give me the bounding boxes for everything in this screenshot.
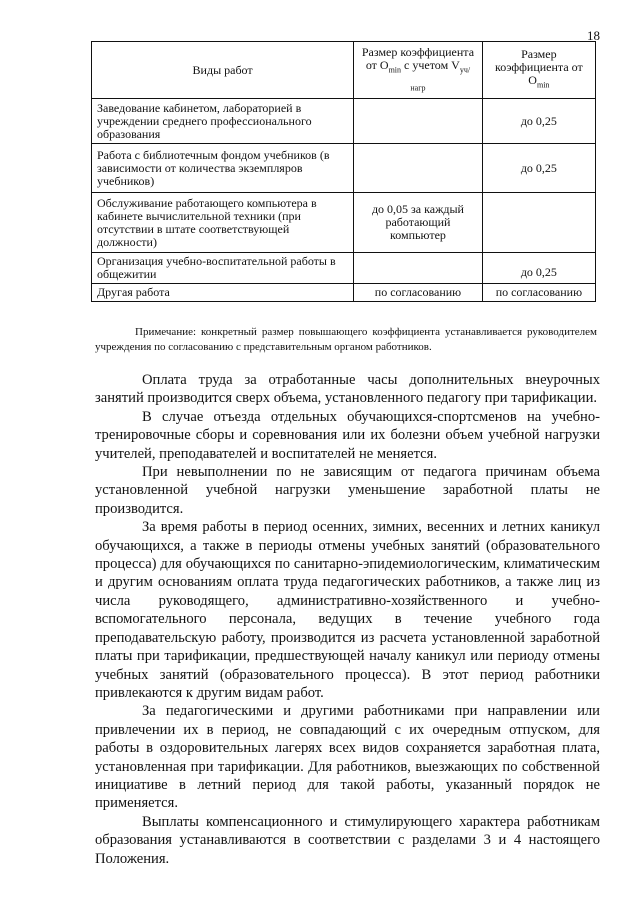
header-coefficient-min: Размер коэффициента от $O_{min}$ [482,42,595,99]
coefficient-table [91,41,596,302]
row-work-type: Работа с библиотечным фондом учебников (в зависимости от количества экземпляров учебников) [92,144,354,193]
row-work-type: Обслуживание работающего компьютера в кабинете вычислительной техники (при отсутствии в штате соответствующей должности) [92,193,354,253]
row-work-type: Другая работа [92,284,354,302]
paragraph: За время работы в период осенних, зимних, весенних и летних каникул обучающихся, а также в периоды отмены учебных занятий (образовательного процесса) для обучающихся по санитарно-эпидемиологическим, климатическим и другим основаниям оплата труда педагогических работников, а также лиц из числа руководящего, административно-хозяйственного и учебно-вспомогательного персонала, ведущих в течение учебного года преподавательскую работу, производится из расчета установленной заработной платы при тарификации, предшествующей началу каникул или периоду отмены учебных занятий (образовательного процесса). В этот период работники привлекаются к другим видам работ. [95,519,600,701]
row-work-type: Заведование кабинетом, лабораторией в учреждении среднего профессионального образования [92,99,354,144]
row-coefficient-min: до 0,25 [482,253,595,284]
row-work-type: Организация учебно-воспитательной работы в общежитии [92,253,354,284]
row-coefficient-with-load [354,253,483,284]
table-header-row [92,42,596,99]
paragraph: В случае отъезда отдельных обучающихся-спортсменов на учебно-тренировочные сборы и соревнования или их болезни объем учебной нагрузки учителей, преподавателей и воспитателей не меняется. [95,408,600,462]
row-coefficient-min [482,193,595,253]
row-coefficient-with-load: по согласованию [354,284,483,302]
table-note: Примечание: конкретный размер повышающего коэффициента устанавливается руководителем учреждения по согласованию с представительным органом работников. [95,326,597,353]
paragraph: Выплаты компенсационного и стимулирующего характера работникам образования устанавливаются в соответствии с разделами 3 и 4 настоящего Положения. [95,813,600,867]
paragraph: За педагогическими и другими работниками при направлении или привлечении их в период, не совпадающий с их очередным отпуском, для работы в оздоровительных лагерях всех видов сохраняется заработная плата, установленная при тарификации. Для работников, выезжающих по собственной инициативе в летний период для такой работы, указанный порядок не применяется. [95,703,600,812]
table-row [92,253,596,284]
page-number: 18 [587,28,600,43]
paragraph: При невыполнении по не зависящим от педагога причинам объема установленной учебной нагрузки уменьшение заработной платы не производится. [95,464,600,517]
row-coefficient-with-load [354,144,483,193]
table-row [92,99,596,144]
body-text [95,371,600,868]
header-coefficient-with-load: Размер коэффициента от $O_{min}$ с учетом $V_{уч/нагр}$ [354,42,483,99]
row-coefficient-min: до 0,25 [482,144,595,193]
table-row [92,193,596,253]
table-row [92,284,596,302]
row-coefficient-min: до 0,25 [482,99,595,144]
row-coefficient-with-load: до 0,05 за каждый работающий компьютер [354,193,483,253]
header-work-types: Виды работ [92,42,354,99]
row-coefficient-with-load [354,99,483,144]
table-row [92,144,596,193]
row-coefficient-min: по согласованию [482,284,595,302]
paragraph: Оплата труда за отработанные часы дополнительных внеурочных занятий производится сверх объема, установленного педагогу при тарификации. [95,372,600,407]
